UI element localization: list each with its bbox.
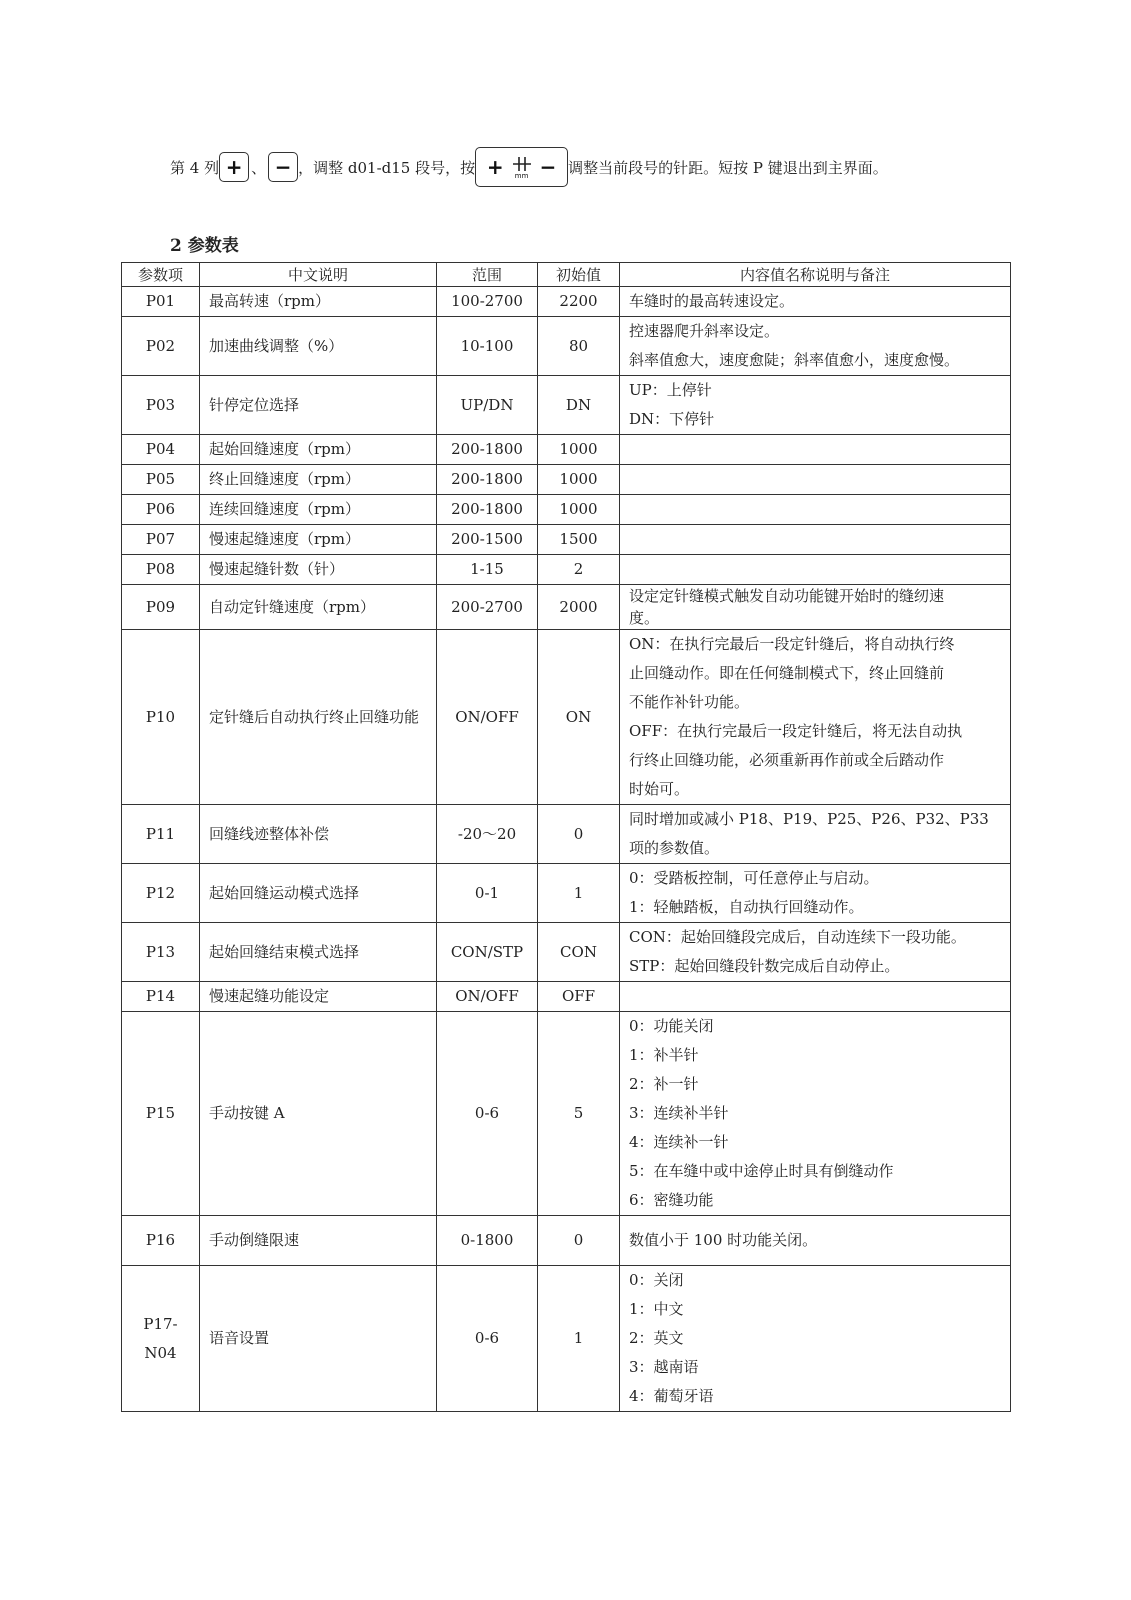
param-range-cell: 200-1800 [437, 465, 538, 495]
note-line: 3：越南语 [629, 1358, 699, 1376]
param-name-cell: 慢速起缝速度（rpm） [200, 525, 437, 555]
minus-key-icon [268, 152, 298, 182]
param-default-cell: 1 [538, 864, 620, 923]
param-default-cell: 1500 [538, 525, 620, 555]
stitch-length-glyph [510, 155, 534, 179]
param-range-cell: 10-100 [437, 317, 538, 376]
param-notes-cell [620, 585, 1011, 630]
note-line: 0：功能关闭 [629, 1017, 714, 1035]
param-range-cell: 0-6 [437, 1012, 538, 1216]
param-default-cell: DN [538, 376, 620, 435]
note-line: 不能作补针功能。 [629, 693, 750, 711]
param-name-cell: 定针缝后自动执行终止回缝功能 [200, 630, 437, 805]
note-line: 4：连续补一针 [629, 1133, 729, 1151]
table-row [122, 585, 1011, 630]
note-line: 同时增加或减小 P18、P19、P25、P26、P32、P33 [629, 810, 989, 828]
param-name-cell: 自动定针缝速度（rpm） [200, 585, 437, 630]
param-range-cell: CON/STP [437, 923, 538, 982]
stitch-plus-label: + [486, 155, 504, 179]
table-body [122, 287, 1011, 1412]
parameter-table [121, 262, 1011, 1412]
param-name-cell: 回缝线迹整体补偿 [200, 805, 437, 864]
param-default-cell: OFF [538, 982, 620, 1012]
param-name-cell: 慢速起缝针数（针） [200, 555, 437, 585]
param-notes-cell [620, 555, 1011, 585]
stitch-mm-label: mm [514, 172, 529, 180]
param-id-cell: P15 [122, 1012, 200, 1216]
param-default-cell: 2200 [538, 287, 620, 317]
param-range-cell: ON/OFF [437, 982, 538, 1012]
note-line: 0：关闭 [629, 1271, 684, 1289]
note-line: 1：补半针 [629, 1046, 699, 1064]
note-line: 时始可。 [629, 780, 690, 798]
param-default-cell: 2000 [538, 585, 620, 630]
intro-prefix: 第 4 列 [170, 158, 220, 177]
minus-key-label: − [274, 155, 292, 179]
param-notes-cell [620, 1012, 1011, 1216]
param-id-cell: P11 [122, 805, 200, 864]
param-default-cell: 0 [538, 805, 620, 864]
intro-middle: ，调整 d01-d15 段号，按 [298, 158, 476, 177]
param-name-cell: 针停定位选择 [200, 376, 437, 435]
table-row [122, 376, 1011, 435]
note-line: 度。 [629, 609, 660, 627]
param-default-cell: 0 [538, 1216, 620, 1266]
table-row [122, 805, 1011, 864]
param-range-cell: 0-6 [437, 1266, 538, 1412]
param-range-cell: 0-1 [437, 864, 538, 923]
table-row [122, 495, 1011, 525]
param-id-cell: P02 [122, 317, 200, 376]
stitch-minus-label: − [539, 155, 557, 179]
param-id-cell: P05 [122, 465, 200, 495]
param-default-cell: 1 [538, 1266, 620, 1412]
note-line: STP：起始回缝段针数完成后自动停止。 [629, 957, 900, 975]
note-line: OFF：在执行完最后一段定针缝后，将无法自动执 [629, 722, 963, 740]
table-row [122, 864, 1011, 923]
param-default-cell: 1000 [538, 435, 620, 465]
param-id-cell: P06 [122, 495, 200, 525]
header-default: 初始值 [538, 263, 620, 287]
param-id-cell: P10 [122, 630, 200, 805]
param-id-cell: P13 [122, 923, 200, 982]
param-default-cell: 2 [538, 555, 620, 585]
param-notes-cell [620, 465, 1011, 495]
stitch-length-key-icon [475, 147, 568, 187]
param-name-cell: 起始回缝结束模式选择 [200, 923, 437, 982]
param-name-cell: 起始回缝速度（rpm） [200, 435, 437, 465]
section-title: 2 参数表 [170, 236, 239, 256]
header-param-id: 参数项 [122, 263, 200, 287]
table-row [122, 287, 1011, 317]
note-line: 控速器爬升斜率设定。 [629, 322, 780, 340]
param-name-cell: 终止回缝速度（rpm） [200, 465, 437, 495]
param-default-cell: CON [538, 923, 620, 982]
table-row [122, 923, 1011, 982]
param-notes-cell [620, 1266, 1011, 1412]
intro-suffix: 调整当前段号的针距。短按 P 键退出到主界面。 [568, 158, 888, 177]
note-line: ON：在执行完最后一段定针缝后，将自动执行终 [629, 635, 955, 653]
param-name-cell: 手动按键 A [200, 1012, 437, 1216]
note-line: 车缝时的最高转速设定。 [629, 292, 795, 310]
param-notes-cell [620, 525, 1011, 555]
table-row [122, 555, 1011, 585]
param-id-cell: P14 [122, 982, 200, 1012]
param-notes-cell [620, 317, 1011, 376]
param-name-cell: 连续回缝速度（rpm） [200, 495, 437, 525]
param-range-cell: UP/DN [437, 376, 538, 435]
param-default-cell: ON [538, 630, 620, 805]
table-row [122, 982, 1011, 1012]
note-line: 项的参数值。 [629, 839, 720, 857]
plus-key-label: + [225, 155, 243, 179]
note-line: DN：下停针 [629, 410, 715, 428]
param-range-cell: 200-1800 [437, 435, 538, 465]
table-row [122, 630, 1011, 805]
note-line: 2：补一针 [629, 1075, 699, 1093]
note-line: UP：上停针 [629, 381, 712, 399]
param-default-cell: 5 [538, 1012, 620, 1216]
table-row [122, 525, 1011, 555]
note-line: 5：在车缝中或中途停止时具有倒缝动作 [629, 1162, 894, 1180]
note-line: 1：轻触踏板，自动执行回缝动作。 [629, 898, 864, 916]
table-row [122, 317, 1011, 376]
param-notes-cell [620, 864, 1011, 923]
table-header-row [122, 263, 1011, 287]
intro-line [170, 142, 1070, 192]
note-line: 3：连续补半针 [629, 1104, 729, 1122]
note-line: 数值小于 100 时功能关闭。 [629, 1231, 818, 1249]
param-id-cell: P08 [122, 555, 200, 585]
param-range-cell: 200-1800 [437, 495, 538, 525]
note-line: 斜率值愈大，速度愈陡；斜率值愈小，速度愈慢。 [629, 351, 960, 369]
param-notes-cell [620, 982, 1011, 1012]
param-id-cell: P03 [122, 376, 200, 435]
param-notes-cell [620, 630, 1011, 805]
table-row [122, 435, 1011, 465]
param-id-cell: P16 [122, 1216, 200, 1266]
note-line: CON：起始回缝段完成后，自动连续下一段功能。 [629, 928, 966, 946]
note-line: 0：受踏板控制，可任意停止与启动。 [629, 869, 879, 887]
param-default-cell: 1000 [538, 495, 620, 525]
param-notes-cell [620, 435, 1011, 465]
param-id-cell: P01 [122, 287, 200, 317]
param-range-cell: -20～20 [437, 805, 538, 864]
plus-key-icon [219, 152, 249, 182]
table-row [122, 1012, 1011, 1216]
param-name-cell: 加速曲线调整（%） [200, 317, 437, 376]
param-id-cell: P04 [122, 435, 200, 465]
table-row [122, 1266, 1011, 1412]
note-line: 止回缝动作。即在任何缝制模式下，终止回缝前 [629, 664, 945, 682]
param-default-cell: 1000 [538, 465, 620, 495]
param-range-cell: 0-1800 [437, 1216, 538, 1266]
param-notes-cell [620, 495, 1011, 525]
param-notes-cell [620, 923, 1011, 982]
header-name: 中文说明 [200, 263, 437, 287]
param-name-cell: 手动倒缝限速 [200, 1216, 437, 1266]
param-range-cell: 200-2700 [437, 585, 538, 630]
table-row [122, 465, 1011, 495]
param-notes-cell [620, 287, 1011, 317]
param-id-cell: P09 [122, 585, 200, 630]
header-range: 范围 [437, 263, 538, 287]
note-line: 2：英文 [629, 1329, 684, 1347]
param-name-cell: 慢速起缝功能设定 [200, 982, 437, 1012]
param-notes-cell [620, 805, 1011, 864]
note-line: 1：中文 [629, 1300, 684, 1318]
param-name-cell: 起始回缝运动模式选择 [200, 864, 437, 923]
param-notes-cell [620, 1216, 1011, 1266]
table-row [122, 1216, 1011, 1266]
param-range-cell: 100-2700 [437, 287, 538, 317]
param-range-cell: 1-15 [437, 555, 538, 585]
param-id-cell: P17-N04 [122, 1266, 200, 1412]
param-id-cell: P12 [122, 864, 200, 923]
param-range-cell: 200-1500 [437, 525, 538, 555]
param-default-cell: 80 [538, 317, 620, 376]
note-line: 设定定针缝模式触发自动功能键开始时的缝纫速 [629, 587, 945, 605]
param-notes-cell [620, 376, 1011, 435]
header-notes: 内容值名称说明与备注 [620, 263, 1011, 287]
param-name-cell: 语音设置 [200, 1266, 437, 1412]
note-line: 6：密缝功能 [629, 1191, 714, 1209]
param-name-cell: 最高转速（rpm） [200, 287, 437, 317]
note-line: 行终止回缝功能，必须重新再作前或全后踏动作 [629, 751, 945, 769]
param-id-cell: P07 [122, 525, 200, 555]
note-line: 4：葡萄牙语 [629, 1387, 714, 1405]
intro-separator: 、 [251, 158, 267, 177]
param-range-cell: ON/OFF [437, 630, 538, 805]
